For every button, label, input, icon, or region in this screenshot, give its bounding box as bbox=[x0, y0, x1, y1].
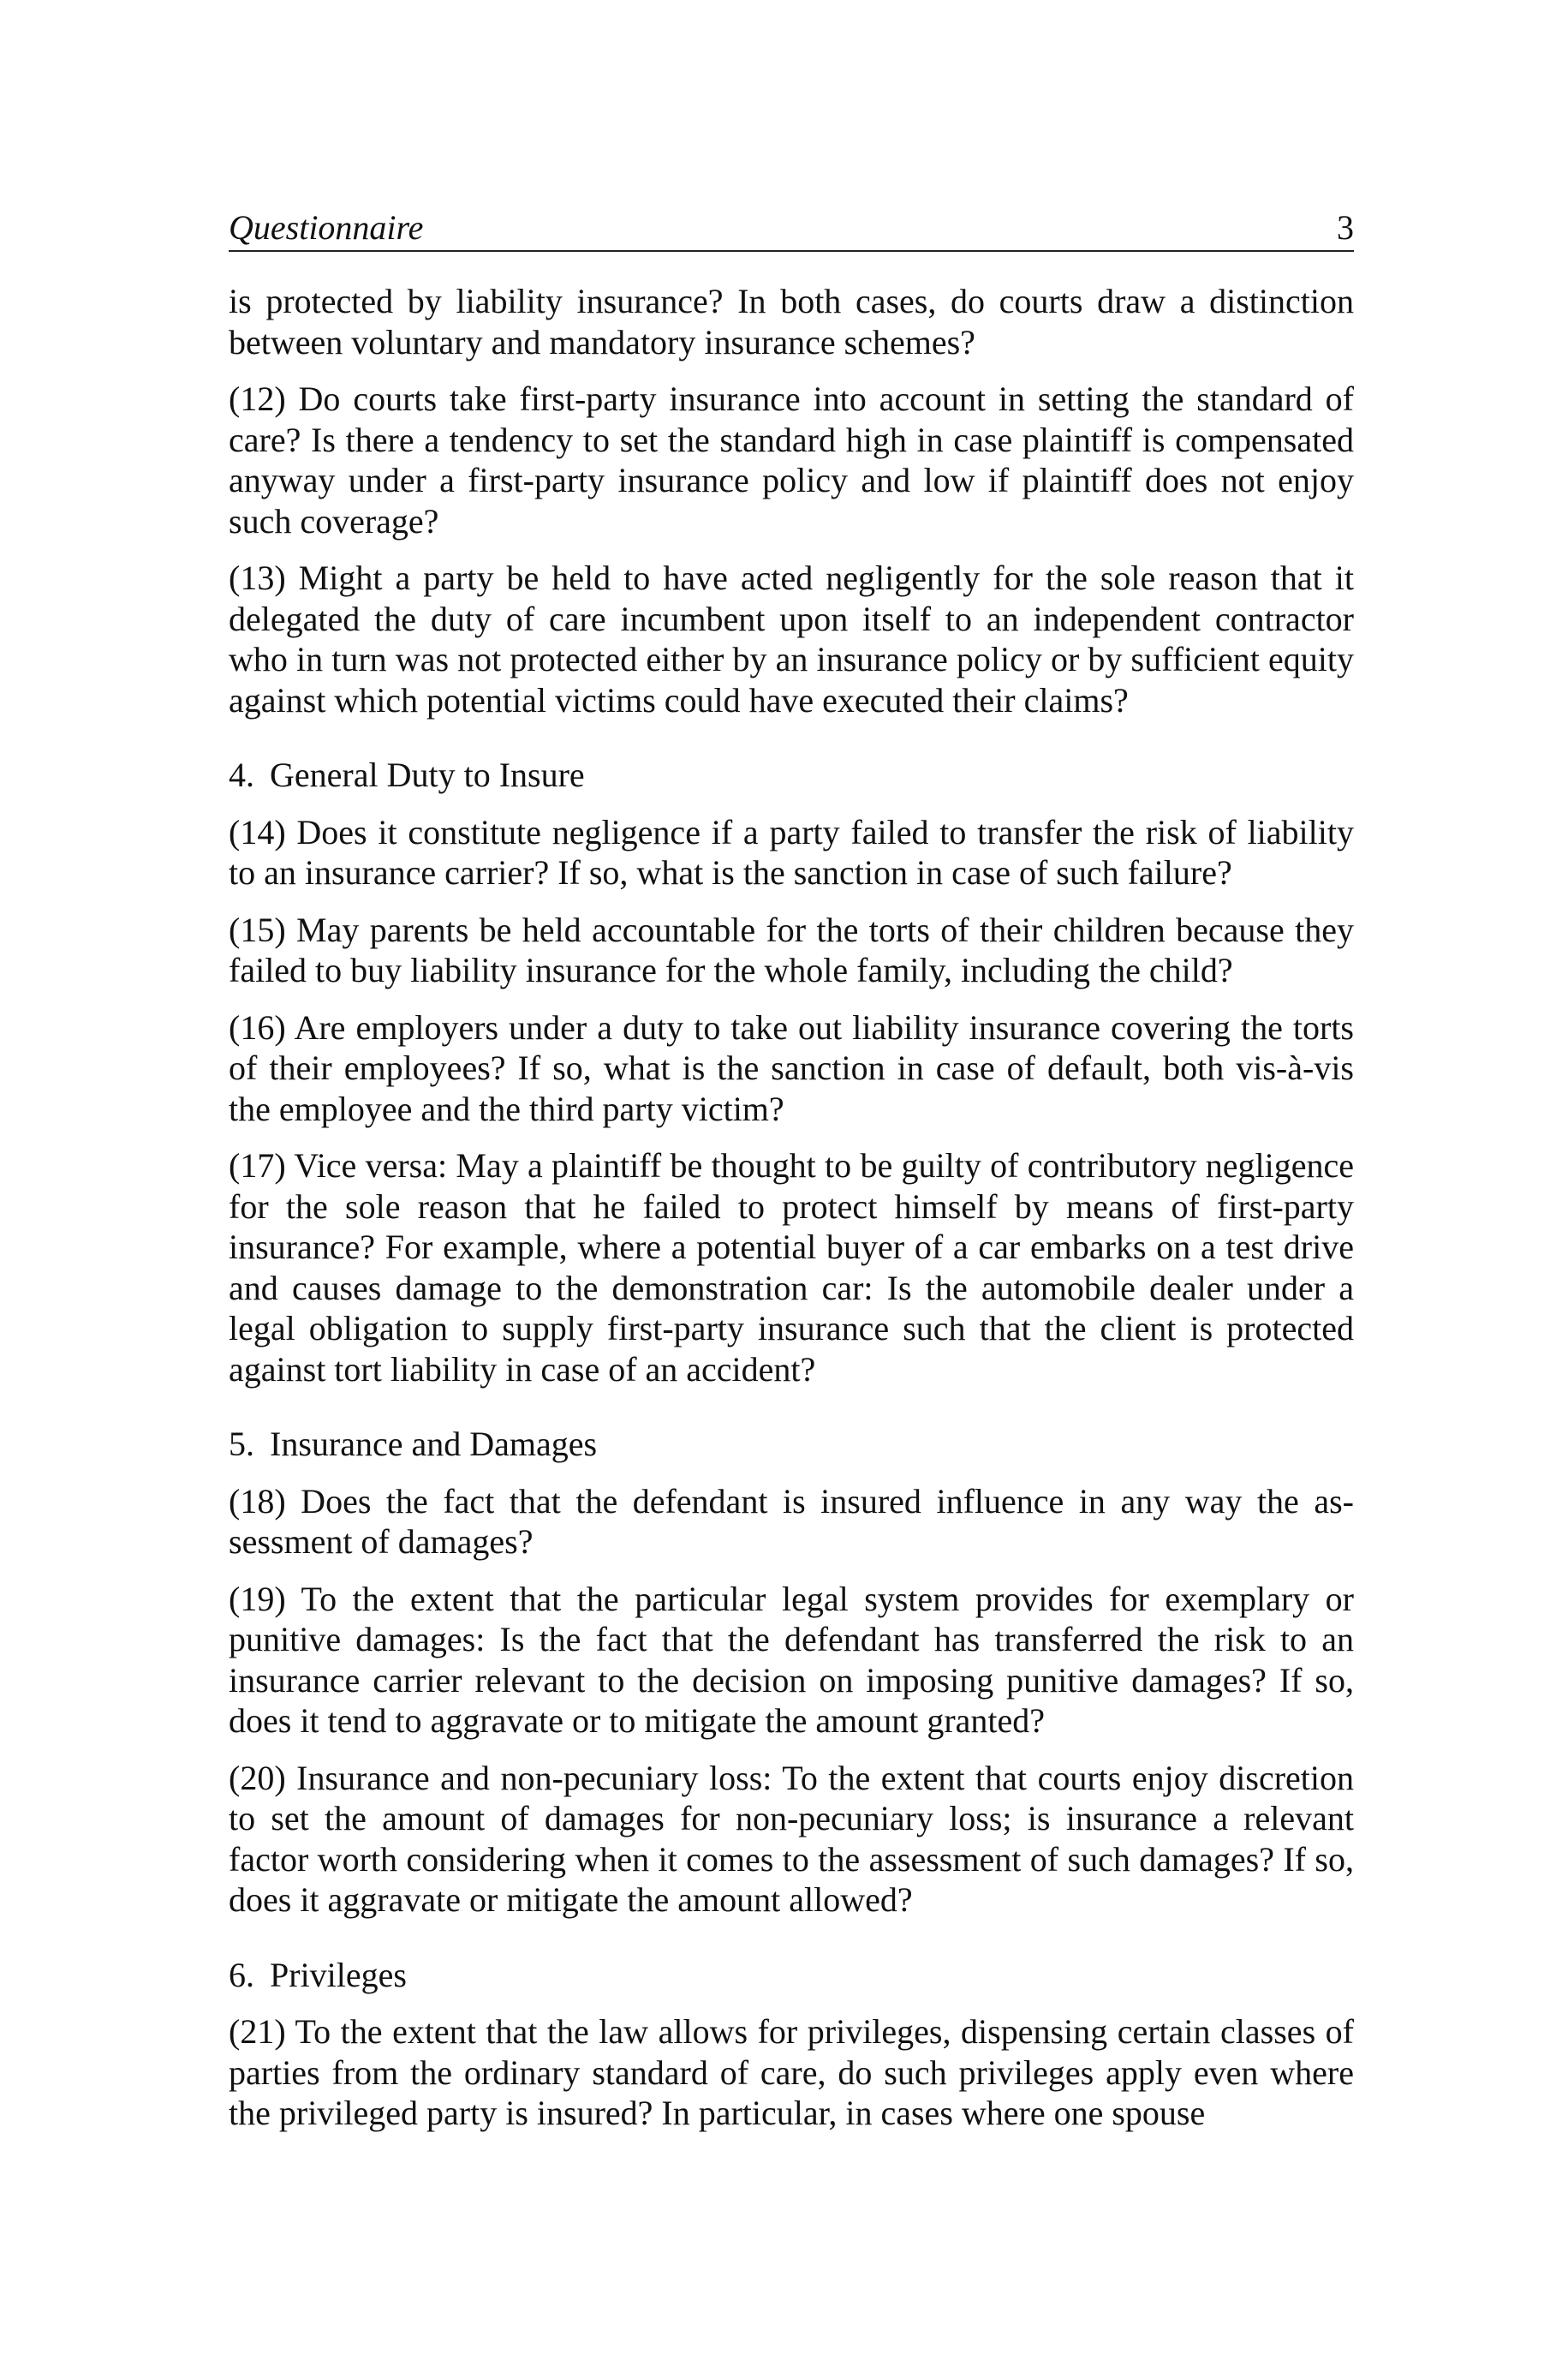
section-title: Privileges bbox=[270, 1955, 407, 1994]
section-number: 5. bbox=[229, 1425, 254, 1463]
question-19: (19) To the extent that the particular legal system provides for exemplary or punitive damages: Is the fact that the defendant has transferred the risk to an insurance carrier relevant to the decision on imposing punitive damages? If so, does it tend to aggravate or to mitigate the amount granted? bbox=[229, 1579, 1354, 1740]
section-number: 6. bbox=[229, 1955, 254, 1994]
question-16: (16) Are employers under a duty to take out liability insurance covering the torts of their employees? If so, what is the sanction in case of default, both vis-à-vis the employee and the third party victim? bbox=[229, 1007, 1354, 1128]
book-page bbox=[229, 206, 1354, 2150]
question-13: (13) Might a party be held to have acted negligently for the sole reason that it delegated the duty of care incumbent upon itself to an independent contractor who in turn was not protected either by an insurance policy or by sufficient equity against which potential victims could have executed their claims? bbox=[229, 559, 1354, 720]
section-title: General Duty to Insure bbox=[270, 756, 585, 794]
section-heading-5 bbox=[229, 1424, 1354, 1465]
question-18: (18) Does the fact that the defendant is insured influence in any way the assessment of damages? bbox=[229, 1481, 1354, 1561]
paragraph-continued: is protected by liability insurance? In both cases, do courts draw a distinction between voluntary and mandatory insurance schemes? bbox=[229, 282, 1354, 361]
running-header bbox=[229, 206, 1354, 252]
page-number: 3 bbox=[1337, 208, 1354, 247]
question-17: (17) Vice versa: May a plaintiff be thought to be guilty of contributory negligence for the sole reason that he failed to protect himself by means of first-party insurance? For example, where a potential buyer of a car embarks on a test drive and causes damage to the demonstration car: Is the automobile dealer under a legal obligation to supply first-party insurance such that the client is protected against tort liability in case of an accident? bbox=[229, 1146, 1354, 1389]
question-15: (15) May parents be held accountable for the torts of their children because they failed to buy liability insurance for the whole family, including the child? bbox=[229, 910, 1354, 989]
section-heading-4 bbox=[229, 755, 1354, 796]
question-14: (14) Does it constitute negligence if a party failed to transfer the risk of liability to an insurance carrier? If so, what is the sanction in case of such failure? bbox=[229, 812, 1354, 892]
question-21: (21) To the extent that the law allows for privileges, dispensing certain classes of parties from the ordinary standard of care, do such privileges apply even where the privileged party is insured? In particular, in cases where one spouse bbox=[229, 2012, 1354, 2132]
section-number: 4. bbox=[229, 756, 254, 794]
page-body bbox=[229, 281, 1354, 2134]
running-title: Questionnaire bbox=[229, 208, 424, 247]
question-12: (12) Do courts take first-party insurance into account in setting the standard of care? Is there a tendency to set the standard high in case plaintiff is compensated anyway under a first-party insurance policy and low if plaintiff does not enjoy such coverage? bbox=[229, 379, 1354, 541]
section-title: Insurance and Damages bbox=[270, 1425, 598, 1463]
section-heading-6 bbox=[229, 1955, 1354, 1996]
question-20: (20) Insurance and non-pecuniary loss: To the extent that courts enjoy discretion to set the amount of damages for non-pecuniary loss; is insurance a relevant factor worth considering when it comes to the assessment of such damages? If so, does it aggravate or mitigate the amount allowed? bbox=[229, 1758, 1354, 1919]
